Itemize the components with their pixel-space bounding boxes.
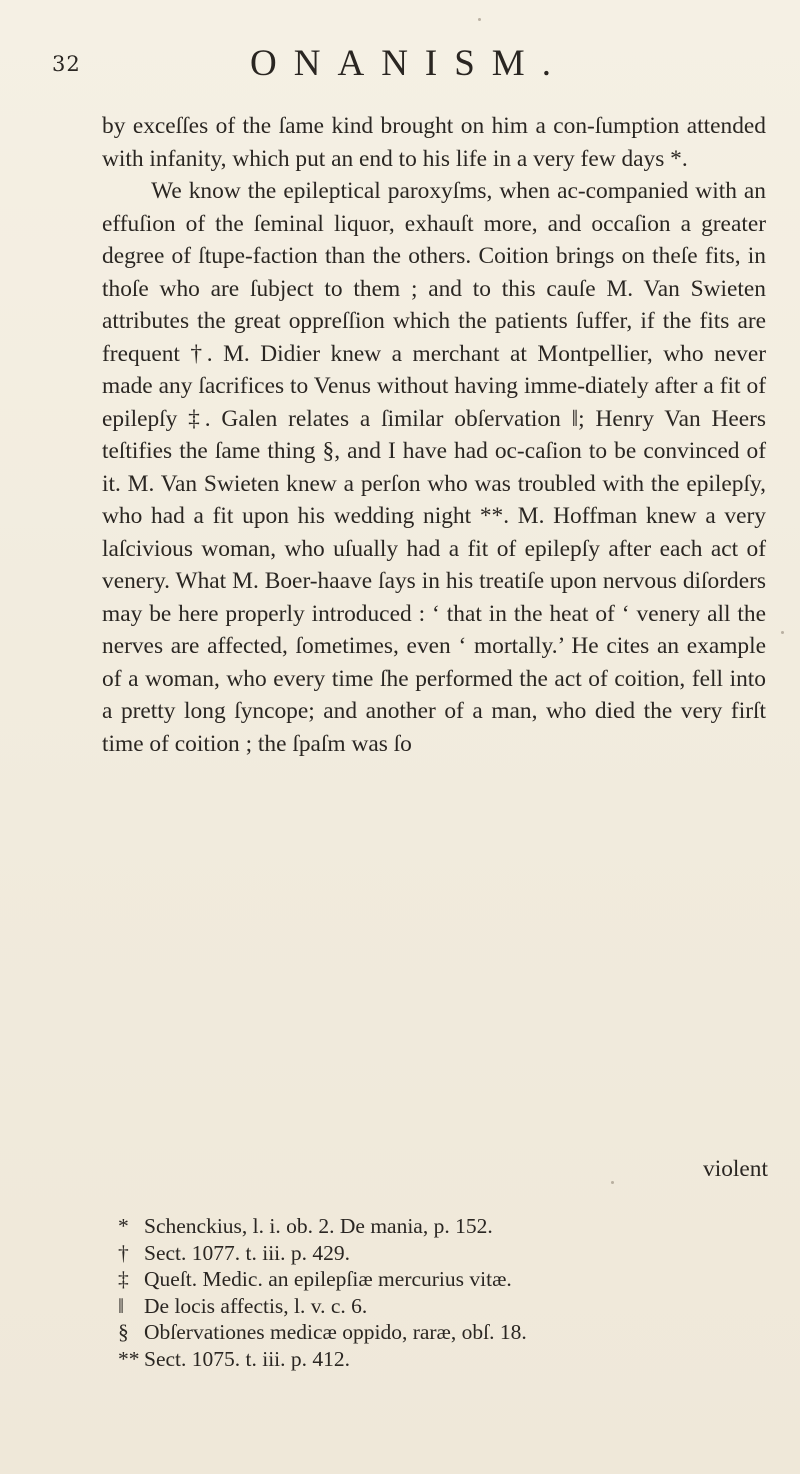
- paper-speck: [478, 18, 481, 21]
- footnote: [118, 1213, 768, 1240]
- footnote-text: Obſervationes medicæ oppido, raræ, obſ. 18.: [144, 1320, 527, 1344]
- page-number: 32: [52, 52, 81, 76]
- footnote: [118, 1319, 768, 1346]
- footnote-text: Queſt. Medic. an epilepſiæ mercurius vitæ.: [144, 1267, 512, 1291]
- running-head: ONANISM.: [250, 43, 568, 84]
- footnote: [118, 1266, 768, 1293]
- footnotes: [118, 1213, 768, 1372]
- footnote-text: Schenckius, l. i. ob. 2. De mania, p. 152.: [144, 1214, 493, 1238]
- paragraph-1: by exceſſes of the ſame kind brought on him a con-ſumption attended with infanity, which put an end to his life in a very few days *.: [102, 113, 766, 172]
- paper-speck: [781, 631, 784, 634]
- page-header: [52, 40, 752, 88]
- footnote: [118, 1346, 768, 1373]
- footnote-text: Sect. 1075. t. iii. p. 412.: [144, 1346, 351, 1371]
- footnote-mark: **: [118, 1346, 140, 1371]
- catchword: violent: [703, 1156, 768, 1182]
- footnote-text: Sect. 1077. t. iii. p. 429.: [144, 1240, 351, 1265]
- paper-speck: [611, 1181, 614, 1184]
- footnote-mark: §: [118, 1320, 129, 1344]
- paragraph-2: We know the epileptical paroxyſms, when ac-companied with an effuſion of the ſeminal liquor, exhauſt more, and occaſion a greater degree of ſtupe-faction than the others. Coition brings on theſe fits, in thoſe who are ſubject to them ; and to this cauſe M. Van Swieten attributes the great oppreſſion which the patients ſuffer, if the fits are frequent †. M. Didier knew a merchant at Montpellier, who never made any ſacrifices to Venus without having imme-diately after a fit of epilepſy ‡. Galen relates a ſimilar obſervation ‖; Henry Van Heers teſtifies the ſame thing §, and I have had oc-caſion to be convinced of it. M. Van Swieten knew a perſon who was troubled with the epilepſy, who had a fit upon his wedding night **. M. Hoffman knew a very laſcivious woman, who uſually had a fit of epilepſy after each act of venery. What M. Boer-haave ſays in his treatiſe upon nervous diſorders may be here properly introduced : ‘ that in the heat of ‘ venery all the nerves are affected, ſometimes, even ‘ mortally.’ He cites an example of a woman, who every time ſhe performed the act of coition, fell into a pretty long ſyncope; and another of a man, who died the very firſt time of coition ; the ſpaſm was ſo: [102, 178, 766, 757]
- body-text: [102, 110, 766, 760]
- footnote-text: De locis affectis, l. v. c. 6.: [144, 1293, 368, 1318]
- footnote-mark: ‡: [118, 1267, 129, 1291]
- footnote-mark: *: [118, 1214, 129, 1238]
- footnote-mark: †: [118, 1240, 129, 1265]
- footnote: [118, 1240, 768, 1267]
- footnote-mark: ‖: [118, 1293, 125, 1318]
- footnote: [118, 1293, 768, 1320]
